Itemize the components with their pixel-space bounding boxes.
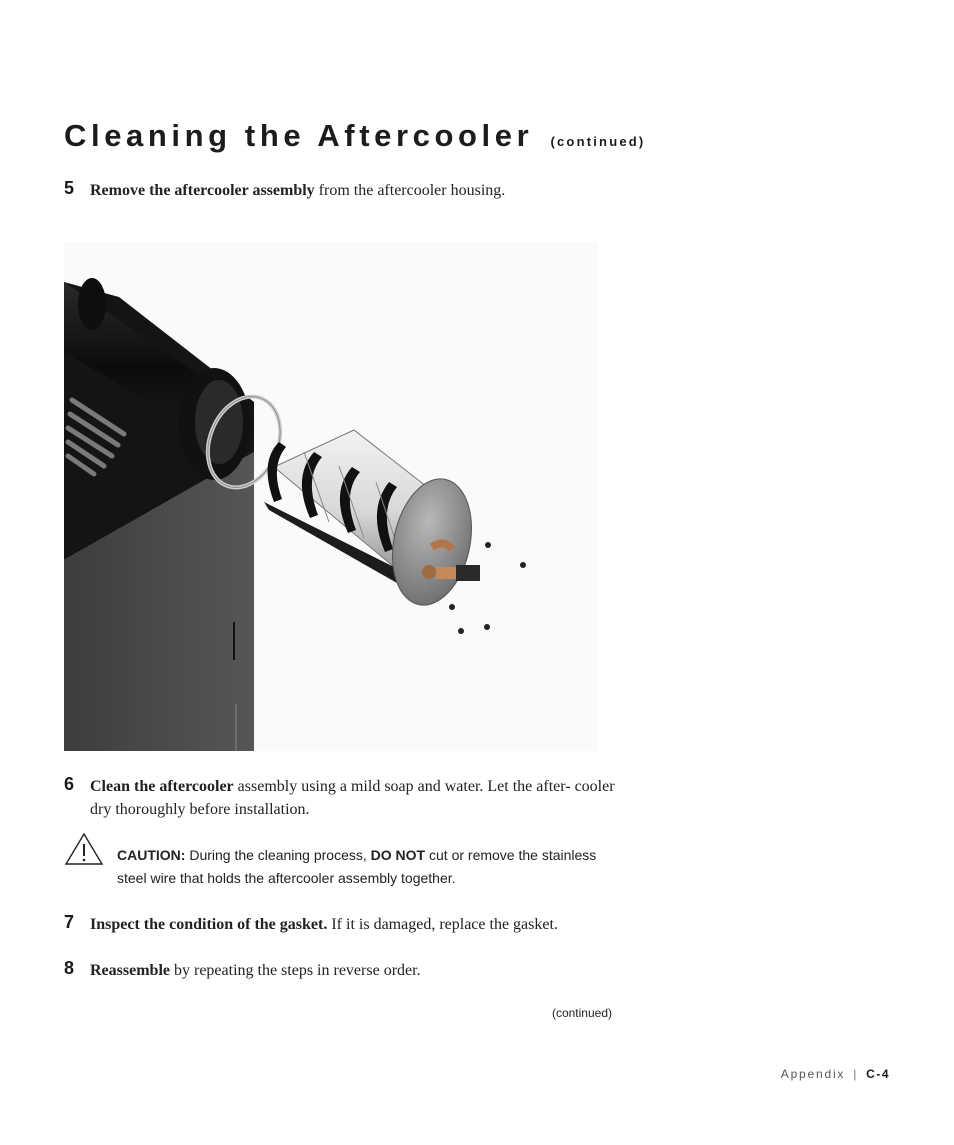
caution-emphasis: DO NOT: [370, 847, 426, 863]
step-text: If it is damaged, replace the gasket.: [327, 916, 558, 933]
caution-label: CAUTION:: [117, 847, 186, 863]
title-text: Cleaning the Aftercooler: [64, 118, 534, 153]
title-continued: (continued): [550, 134, 646, 149]
step-number: 6: [64, 774, 75, 794]
caution-text: cut or remove the stainless steel wire that holds the aftercooler assembly together.: [117, 847, 597, 886]
footer-section: Appendix: [780, 1067, 846, 1081]
step-6: [64, 775, 624, 821]
step-bold: Remove the aftercooler assembly: [90, 182, 315, 199]
step-8: [64, 959, 624, 982]
caution-text: During the cleaning process,: [185, 847, 371, 863]
step-number: 7: [64, 912, 75, 932]
page-number: C-4: [866, 1067, 890, 1081]
aftercooler-illustration: [64, 242, 598, 751]
page-title: [64, 118, 645, 154]
page-footer: [781, 1067, 890, 1081]
step-bold: Reassemble: [90, 962, 170, 979]
step-7: [64, 913, 624, 936]
caution-block: [64, 832, 624, 890]
step-number: 5: [64, 178, 75, 198]
step-5: [64, 179, 624, 202]
step-text: from the aftercooler housing.: [314, 182, 506, 199]
step-text: by repeating the steps in reverse order.: [169, 962, 421, 979]
warning-triangle-icon: [64, 832, 104, 866]
step-number: 8: [64, 958, 75, 978]
step-bold: Inspect the condition of the gasket.: [90, 916, 328, 933]
step-bold: Clean the aftercooler: [90, 778, 234, 795]
footer-separator: |: [853, 1067, 859, 1081]
step-text: assembly using a mild soap and water. Let the after- cooler dry thoroughly before installation.: [90, 778, 615, 818]
continued-note: (continued): [551, 1006, 612, 1020]
